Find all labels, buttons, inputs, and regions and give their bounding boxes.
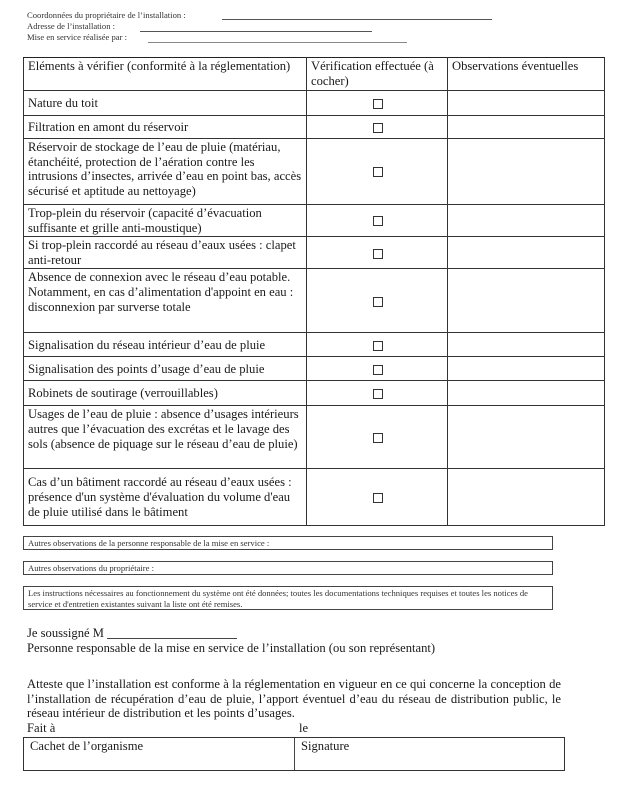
check-cell	[307, 91, 448, 116]
check-cell	[307, 237, 448, 269]
date-label: le	[299, 721, 309, 735]
table-row	[24, 333, 605, 357]
element-cell: Usages de l’eau de pluie : absence d’usages intérieurs autres que l’évacuation des excrétas et le lavage des sols (absence de piquage sur le réseau d’eau de pluie)	[24, 406, 307, 469]
stamp-label: Cachet de l’organisme	[30, 739, 144, 753]
table-header-row	[24, 58, 605, 91]
element-cell: Cas d’un bâtiment raccordé au réseau d’eaux usées : présence d'un système d'évaluation du volume d'eau de pluie utilisé dans le bâtiment	[24, 469, 307, 526]
checkbox[interactable]	[373, 365, 383, 375]
table-row	[24, 91, 605, 116]
check-cell	[307, 205, 448, 237]
check-cell	[307, 469, 448, 526]
signature-area[interactable]	[295, 738, 564, 770]
checkbox[interactable]	[373, 341, 383, 351]
owner-observations-label: Autres observations du propriétaire :	[28, 563, 155, 573]
observation-cell[interactable]	[448, 469, 605, 526]
element-cell: Signalisation du réseau intérieur d’eau de pluie	[24, 333, 307, 357]
column-header-verification: Vérification effectuée (à cocher)	[307, 58, 448, 91]
installation-address-field[interactable]	[140, 31, 372, 32]
observation-cell[interactable]	[448, 406, 605, 469]
checkbox[interactable]	[373, 297, 383, 307]
owner-observations-box[interactable]	[23, 561, 553, 575]
table-row	[24, 139, 605, 205]
observation-cell[interactable]	[448, 116, 605, 139]
installer-observations-label: Autres observations de la personne responsable de la mise en service :	[28, 538, 270, 548]
table-row	[24, 269, 605, 333]
check-cell	[307, 269, 448, 333]
observation-cell[interactable]	[448, 205, 605, 237]
stamp-area[interactable]	[24, 738, 295, 770]
table-row	[24, 406, 605, 469]
column-header-observations: Observations éventuelles	[448, 58, 605, 91]
instructions-statement: Les instructions nécessaires au fonctionnement du système ont été données; toutes les documentations techniques requises et toutes les notices de service et d'entretien existantes suivant la liste ont été remises.	[28, 588, 528, 609]
table-row	[24, 205, 605, 237]
element-cell: Filtration en amont du réservoir	[24, 116, 307, 139]
undersigned-line	[27, 626, 104, 641]
element-cell: Robinets de soutirage (verrouillables)	[24, 381, 307, 406]
verification-checklist-table	[23, 57, 605, 526]
element-cell: Trop-plein du réservoir (capacité d’évacuation suffisante et grille anti-moustique)	[24, 205, 307, 237]
checkbox[interactable]	[373, 216, 383, 226]
commissioned-by-field[interactable]	[148, 42, 407, 43]
undersigned-label: Je soussigné M	[27, 626, 104, 640]
observation-cell[interactable]	[448, 269, 605, 333]
checkbox[interactable]	[373, 433, 383, 443]
element-cell: Nature du toit	[24, 91, 307, 116]
owner-contact-field[interactable]	[222, 19, 492, 20]
place-label: Fait à	[27, 721, 56, 735]
check-cell	[307, 381, 448, 406]
observation-cell[interactable]	[448, 381, 605, 406]
table-row	[24, 381, 605, 406]
check-cell	[307, 116, 448, 139]
table-row	[24, 357, 605, 381]
owner-contact-label: Coordonnées du propriétaire de l’installation :	[27, 10, 186, 20]
check-cell	[307, 333, 448, 357]
check-cell	[307, 139, 448, 205]
checkbox[interactable]	[373, 249, 383, 259]
checkbox[interactable]	[373, 493, 383, 503]
checkbox[interactable]	[373, 389, 383, 399]
instructions-statement-box	[23, 586, 553, 610]
observation-cell[interactable]	[448, 139, 605, 205]
element-cell: Signalisation des points d’usage d’eau de pluie	[24, 357, 307, 381]
element-cell: Si trop-plein raccordé au réseau d’eaux usées : clapet anti-retour	[24, 237, 307, 269]
element-cell	[24, 269, 307, 333]
observation-cell[interactable]	[448, 357, 605, 381]
column-header-elements: Eléments à vérifier (conformité à la réglementation)	[24, 58, 307, 91]
commissioned-by-label: Mise en service réalisée par :	[27, 32, 127, 42]
table-row	[24, 237, 605, 269]
observation-cell[interactable]	[448, 237, 605, 269]
stamp-signature-box	[23, 737, 565, 771]
responsible-person-role: Personne responsable de la mise en service de l’installation (ou son représentant)	[27, 641, 436, 655]
table-row	[24, 116, 605, 139]
check-cell	[307, 406, 448, 469]
check-cell	[307, 357, 448, 381]
checkbox[interactable]	[373, 167, 383, 177]
element-text-line2: Notamment, en cas d’alimentation d'appoint en eau : disconnexion par surverse totale	[28, 284, 294, 314]
observation-cell[interactable]	[448, 91, 605, 116]
element-text-line1: Absence de connexion avec le réseau d’eau potable.	[28, 270, 291, 285]
signature-label: Signature	[301, 739, 350, 753]
table-row	[24, 469, 605, 526]
checkbox[interactable]	[373, 99, 383, 109]
installation-address-label: Adresse de l’installation :	[27, 21, 116, 31]
element-cell: Réservoir de stockage de l’eau de pluie (matériau, étanchéité, protection de l’aération contre les intrusions d’insectes, arrivée d’eau en point bas, accès sécurisé et aptitude au nettoyage)	[24, 139, 307, 205]
checkbox[interactable]	[373, 123, 383, 133]
observation-cell[interactable]	[448, 333, 605, 357]
attestation-paragraph: Atteste que l’installation est conforme à la réglementation en vigueur en ce qui concerne la conception de l’installation de récupération d’eau de pluie, l’apport éventuel d’eau du réseau de distribution public, le réseau intérieur de distribution et les points d’usages.	[27, 677, 561, 720]
installer-observations-box[interactable]	[23, 536, 553, 550]
undersigned-name-field[interactable]	[107, 638, 237, 639]
